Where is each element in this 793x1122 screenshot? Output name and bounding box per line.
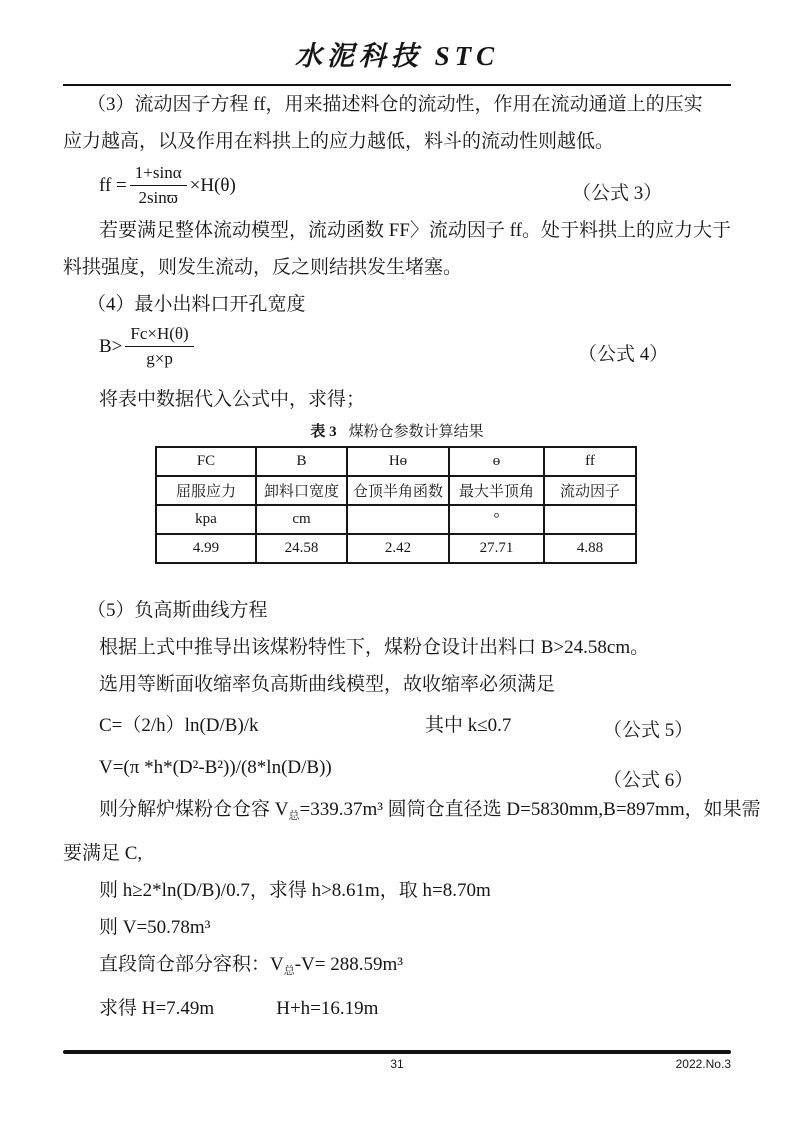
page-footer — [63, 1050, 731, 1071]
table-cell: ° — [449, 505, 544, 534]
table-caption-title: 煤粉仓参数计算结果 — [348, 424, 484, 440]
issue-number: 2022.No.3 — [675, 1057, 731, 1071]
formula-3-lhs: ff = — [99, 174, 127, 196]
section4-heading: （4）最小出料口开孔宽度 — [87, 294, 306, 315]
section3-paragraph-line2: 应力越高，以及作用在料拱上的应力越低，料斗的流动性则越低。 — [63, 131, 615, 152]
page-number: 31 — [390, 1057, 404, 1071]
formula-6 — [63, 747, 731, 791]
formula-5-label: （公式 5） — [603, 720, 694, 741]
formula-3-fraction — [130, 162, 187, 209]
table-cell: 仓顶半角函数 — [347, 476, 449, 505]
hopper-volume-line: 则 V=50.78m³ — [99, 917, 211, 938]
volume-line2: 要满足 C, — [63, 843, 143, 864]
formula-4 — [63, 323, 731, 381]
cylinder-subscript: 总 — [283, 965, 295, 977]
document-page — [63, 38, 761, 1027]
formula-4-label: （公式 4） — [578, 344, 669, 365]
table-cell: 最大半顶角 — [449, 476, 544, 505]
table-cell: FC — [156, 447, 256, 476]
table-cell: 4.88 — [544, 534, 636, 563]
cylinder-volume-rest: -V= 288.59m³ — [294, 954, 403, 975]
journal-title: 水泥科技 STC — [294, 41, 500, 71]
footer-rule — [63, 1050, 731, 1054]
formula-3-rhs: ×H(θ) — [189, 174, 236, 196]
result-Hh: H+h=16.19m — [276, 998, 379, 1019]
formula-4-numerator: Fc×H(θ) — [125, 323, 193, 347]
footer-text — [63, 1057, 731, 1071]
flow-paragraph-line2: 料拱强度，则发生流动，反之则结拱发生堵塞。 — [63, 257, 463, 278]
table-cell: Hө — [347, 447, 449, 476]
section5-heading: （5）负高斯曲线方程 — [87, 600, 268, 621]
formula-3 — [63, 160, 731, 212]
result-line — [63, 990, 731, 1027]
table-cell: 27.71 — [449, 534, 544, 563]
formula-5-condition: 其中 k≤0.7 — [425, 715, 512, 736]
section3-paragraph-line1: （3）流动因子方程 ff，用来描述料仓的流动性，作用在流动通道上的压实 — [87, 94, 703, 115]
table-cell: 流动因子 — [544, 476, 636, 505]
flow-paragraph-line1: 若要满足整体流动模型，流动函数 FF〉流动因子 ff。处于料拱上的应力大于 — [99, 220, 731, 241]
height-calc-line: 则 h≥2*ln(D/B)/0.7，求得 h>8.61m，取 h=8.70m — [99, 880, 491, 901]
volume-line1 — [63, 791, 761, 835]
table-cell: kpa — [156, 505, 256, 534]
table-row-symbols — [156, 447, 636, 476]
table-row-units — [156, 505, 636, 534]
volume-line1-prefix: 则分解炉煤粉仓仓容 V — [99, 799, 289, 820]
cylinder-volume-line — [63, 946, 731, 990]
volume-subscript: 总 — [288, 810, 300, 822]
table-cell: 卸料口宽度 — [256, 476, 347, 505]
formula-3-numerator: 1+sinα — [130, 162, 187, 186]
table-cell: ө — [449, 447, 544, 476]
formula-3-denominator: 2sinϖ — [138, 188, 178, 207]
table-cell: B — [256, 447, 347, 476]
formula-4-expression — [99, 323, 197, 370]
table-cell — [544, 505, 636, 534]
formula-4-denominator: g×p — [146, 349, 173, 368]
formula-3-label: （公式 3） — [572, 183, 663, 204]
parameters-table — [155, 446, 637, 564]
formula-4-lhs: B> — [99, 335, 123, 357]
table-caption — [63, 420, 731, 444]
cylinder-volume-prefix: 直段筒仓部分容积：V — [99, 954, 284, 975]
body-area — [63, 86, 761, 1027]
table-intro-line: 将表中数据代入公式中，求得； — [99, 389, 366, 410]
table-cell: 2.42 — [347, 534, 449, 563]
formula-3-expression — [99, 162, 236, 209]
table-row-names — [156, 476, 636, 505]
formula-6-label: （公式 6） — [603, 770, 694, 791]
table-cell: 屈服应力 — [156, 476, 256, 505]
volume-line1-rest: =339.37m³ 圆筒仓直径选 D=5830mm,B=897mm，如果需 — [299, 799, 761, 820]
table-cell: 4.99 — [156, 534, 256, 563]
formula-5 — [63, 707, 731, 747]
formula-5-expression: C=（2/h）ln(D/B)/k — [99, 715, 259, 736]
formula-4-fraction — [125, 323, 193, 370]
formula-6-expression: V=(π *h*(D²-B²))/(8*ln(D/B)) — [99, 757, 332, 778]
table-row-values — [156, 534, 636, 563]
table-cell: ff — [544, 447, 636, 476]
section5-line1: 根据上式中推导出该煤粉特性下，煤粉仓设计出料口 B>24.58cm。 — [99, 637, 650, 658]
result-H: 求得 H=7.49m — [99, 998, 215, 1019]
table-cell: cm — [256, 505, 347, 534]
table-caption-number: 表 3 — [310, 424, 337, 440]
section5-line2: 选用等断面收缩率负高斯曲线模型，故收缩率必须满足 — [99, 674, 556, 695]
table-cell — [347, 505, 449, 534]
table-cell: 24.58 — [256, 534, 347, 563]
